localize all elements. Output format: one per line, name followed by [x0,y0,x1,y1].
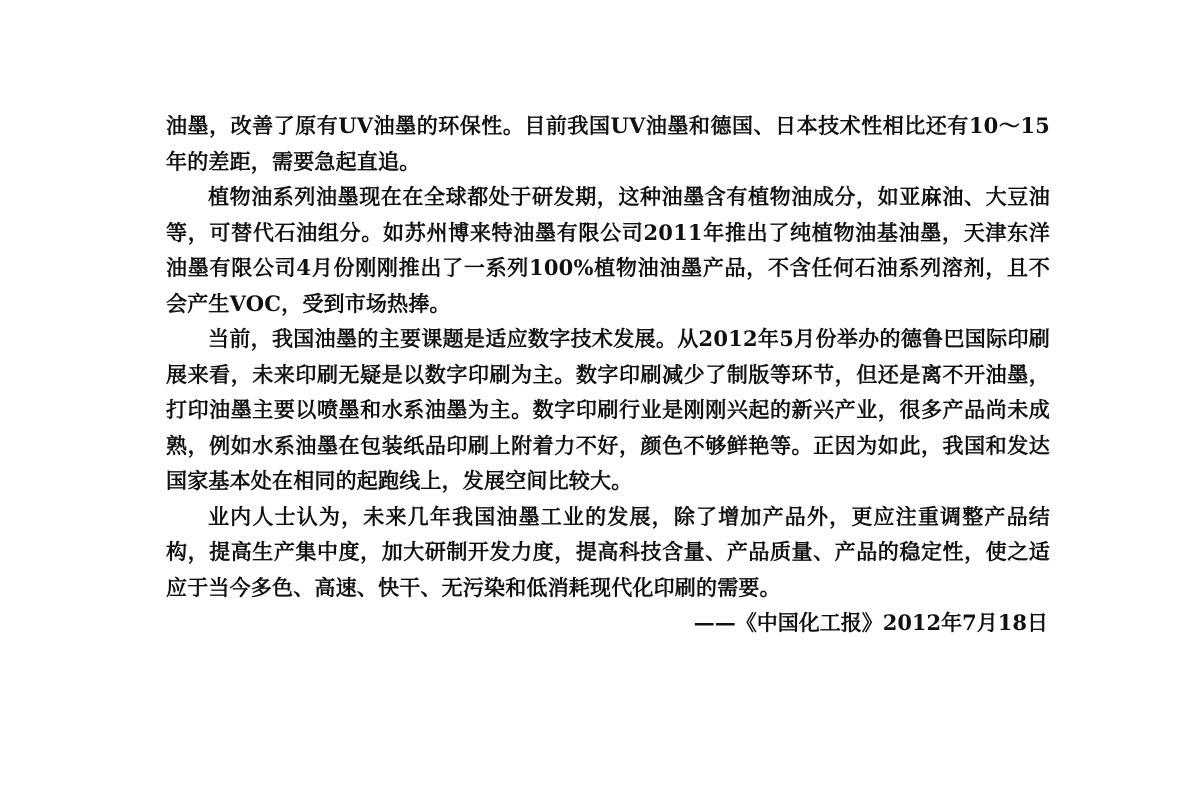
paragraph-2: 植物油系列油墨现在在全球都处于研发期，这种油墨含有植物油成分，如亚麻油、大豆油等，可替代石油组分。如苏州博来特油墨有限公司2011年推出了纯植物油基油墨，天津东洋油墨有限公司4月份刚刚推出了一系列100%植物油油墨产品，不含任何石油系列溶剂，且不会产生VOC，受到市场热捧。 [166,184,1050,316]
paragraph-3: 当前，我国油墨的主要课题是适应数字技术发展。从2012年5月份举办的德鲁巴国际印刷展来看，未来印刷无疑是以数字印刷为主。数字印刷减少了制版等环节，但还是离不开油墨，打印油墨主要以喷墨和水系油墨为主。数字印刷行业是刚刚兴起的新兴产业，很多产品尚未成熟，例如水系油墨在包装纸品印刷上附着力不好，颜色不够鲜艳等。正因为如此，我国和发达国家基本处在相同的起跑线上，发展空间比较大。 [166,326,1050,493]
paragraph-4: 业内人士认为，未来几年我国油墨工业的发展，除了增加产品外，更应注重调整产品结构，提高生产集中度，加大研制开发力度，提高科技含量、产品质量、产品的稳定性，使之适应于当今多色、高速、快干、无污染和低消耗现代化印刷的需要。 [166,503,1050,600]
paragraph-1: 油墨，改善了原有UV油墨的环保性。目前我国UV油墨和德国、日本技术性相比还有10～15年的差距，需要急起直追。 [166,113,1050,174]
document-page [166,108,1050,641]
source-citation: ——《中国化工报》2012年7月18日 [693,610,1048,635]
